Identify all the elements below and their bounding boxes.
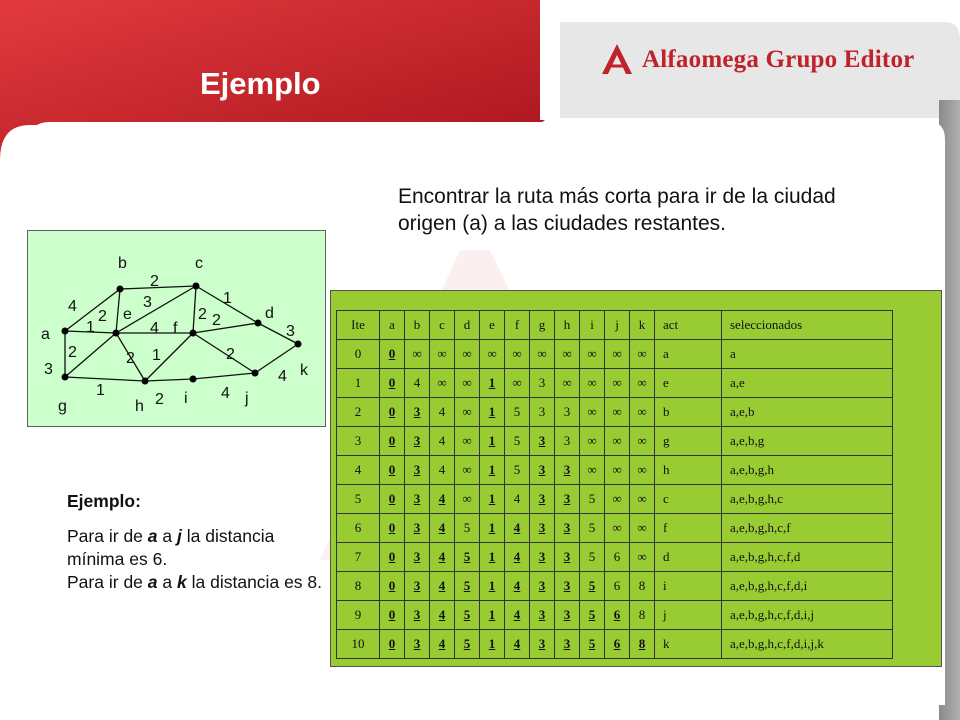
table-cell: 3 [555,543,580,572]
table-cell: 4 [505,514,530,543]
table-cell: 1 [480,572,505,601]
table-cell: d [655,543,722,572]
table-row [337,340,893,369]
table-cell: f [655,514,722,543]
node-label-i: i [184,390,188,407]
table-row [337,456,893,485]
table-row [337,601,893,630]
graph-node-b [117,286,124,293]
table-header-cell: f [505,311,530,340]
table-cell: ∞ [505,369,530,398]
table-cell: 4 [505,485,530,514]
table-cell: 4 [430,630,455,659]
table-cell: ∞ [630,369,655,398]
table-cell: 5 [337,485,380,514]
table-header-cell: c [430,311,455,340]
table-cell: 1 [480,369,505,398]
table-cell: a,e,b,g [722,427,893,456]
table-cell: ∞ [580,427,605,456]
table-cell: 3 [405,514,430,543]
edge-weight: 3 [286,323,295,340]
table-cell: a [722,340,893,369]
table-cell: ∞ [630,514,655,543]
table-cell: 6 [605,601,630,630]
table-cell: 3 [530,485,555,514]
table-header-cell: Ite [337,311,380,340]
table-cell: 5 [580,601,605,630]
table-cell: a [655,340,722,369]
table-cell: ∞ [580,340,605,369]
table-cell: 3 [555,572,580,601]
table-cell: 4 [505,601,530,630]
table-header-row [337,311,893,340]
table-cell: ∞ [580,369,605,398]
table-cell: 9 [337,601,380,630]
table-cell: 3 [555,601,580,630]
table-cell: 5 [455,601,480,630]
table-cell: 0 [380,456,405,485]
table-cell: ∞ [455,456,480,485]
page-title: Ejemplo [200,66,321,101]
table-cell: 5 [580,514,605,543]
graph-node-k [295,341,302,348]
table-cell: 3 [555,456,580,485]
table-cell: 0 [380,340,405,369]
table-cell: 4 [505,572,530,601]
table-cell: 8 [630,572,655,601]
table-header-cell: g [530,311,555,340]
table-cell: 3 [530,543,555,572]
table-header-cell: a [380,311,405,340]
table-cell: g [655,427,722,456]
table-cell: ∞ [630,340,655,369]
table-cell: 4 [405,369,430,398]
example-text-2: Para ir de a a k la distancia es 8. [67,572,323,592]
edge-weight: 4 [221,385,230,402]
edge-weight: 2 [212,312,221,329]
table-cell: 5 [580,543,605,572]
table-cell: 4 [505,630,530,659]
graph-node-j [252,370,259,377]
node-label-h: h [135,398,144,415]
graph-svg [28,231,325,426]
table-cell: ∞ [580,398,605,427]
graph-edge-i-j [193,373,255,379]
node-label-k: k [300,362,308,379]
table-cell: 1 [480,601,505,630]
table-cell: ∞ [505,340,530,369]
table-row [337,369,893,398]
edge-weight: 4 [68,298,77,315]
table-cell: ∞ [630,427,655,456]
edge-weight: 2 [126,350,135,367]
table-cell: a,e [722,369,893,398]
table-cell: 3 [405,572,430,601]
table-cell: ∞ [605,398,630,427]
table-cell: e [655,369,722,398]
table-cell: ∞ [455,398,480,427]
table-row [337,514,893,543]
graph-node-f [190,330,197,337]
table-cell: 8 [337,572,380,601]
table-cell: 4 [430,456,455,485]
table-cell: 1 [337,369,380,398]
table-cell: ∞ [555,340,580,369]
table-cell: 3 [555,514,580,543]
edge-weight: 2 [155,391,164,408]
table-cell: 5 [580,572,605,601]
table-cell: k [655,630,722,659]
table-cell: 5 [580,630,605,659]
table-cell: 5 [455,572,480,601]
table-cell: ∞ [455,485,480,514]
table-cell: ∞ [605,485,630,514]
node-label-f: f [173,320,178,337]
table-cell: 1 [480,456,505,485]
graph-node-a [62,328,69,335]
table-cell: 5 [505,456,530,485]
edge-weight: 2 [198,306,207,323]
edge-weight: 1 [96,382,105,399]
table-cell: 4 [430,427,455,456]
table-cell: a,e,b,g,h,c,f [722,514,893,543]
table-cell: h [655,456,722,485]
table-cell: 4 [430,601,455,630]
table-cell: 1 [480,543,505,572]
edge-weight: 2 [68,344,77,361]
iteration-table-panel [330,290,942,667]
iteration-table [336,310,893,659]
table-cell: 5 [455,630,480,659]
table-cell: 3 [555,398,580,427]
table-cell: 0 [380,543,405,572]
edge-weight: 4 [150,320,159,337]
table-cell: ∞ [630,485,655,514]
table-cell: 3 [405,543,430,572]
table-cell: 3 [405,456,430,485]
table-cell: 4 [430,398,455,427]
table-cell: a,e,b,g,h,c,f,d,i,j,k [722,630,893,659]
table-cell: ∞ [605,456,630,485]
graph-node-h [142,378,149,385]
table-cell: i [655,572,722,601]
table-cell: 4 [430,514,455,543]
table-cell: c [655,485,722,514]
graph-node-d [255,320,262,327]
table-cell: 2 [337,398,380,427]
edge-weight: 2 [226,346,235,363]
table-cell: a,e,b,g,h,c,f,d,i,j [722,601,893,630]
graph-diagram [27,230,326,427]
table-cell: a,e,b,g,h [722,456,893,485]
edge-weight: 2 [150,273,159,290]
table-cell: 3 [405,601,430,630]
table-cell: ∞ [455,427,480,456]
graph-edge-j-k [255,344,298,373]
table-cell: 4 [337,456,380,485]
table-header-cell: d [455,311,480,340]
table-cell: 1 [480,485,505,514]
table-header-cell: h [555,311,580,340]
table-cell: ∞ [480,340,505,369]
table-cell: ∞ [630,398,655,427]
table-cell: ∞ [630,543,655,572]
table-cell: 7 [337,543,380,572]
graph-edge-c-f [193,286,196,333]
table-cell: 3 [530,369,555,398]
table-cell: 0 [380,398,405,427]
node-label-b: b [118,255,127,272]
table-header-cell: e [480,311,505,340]
example-text-1: Para ir de a a j la distancia mínima es 6. [67,526,275,569]
table-cell: 10 [337,630,380,659]
table-cell: 6 [605,543,630,572]
node-label-e: e [123,306,132,323]
table-cell: 8 [630,601,655,630]
edge-weight: 4 [278,368,287,385]
table-cell: a,e,b [722,398,893,427]
table-cell: 0 [380,572,405,601]
table-row [337,398,893,427]
example-box [67,490,327,594]
table-cell: 1 [480,630,505,659]
table-cell: ∞ [430,369,455,398]
edge-weight: 3 [143,294,152,311]
example-title: Ejemplo: [67,491,141,511]
table-cell: ∞ [605,369,630,398]
table-cell: 4 [430,485,455,514]
table-cell: a,e,b,g,h,c,f,d,i [722,572,893,601]
table-row [337,572,893,601]
table-cell: ∞ [405,340,430,369]
graph-edge-g-h [65,377,145,381]
table-cell: 3 [530,398,555,427]
node-label-j: j [245,390,249,407]
table-cell: ∞ [555,369,580,398]
table-cell: 0 [380,514,405,543]
brand-name: Alfaomega Grupo Editor [642,46,915,73]
table-header-cell: act [655,311,722,340]
table-row [337,630,893,659]
table-cell: 5 [580,485,605,514]
table-cell: 4 [430,543,455,572]
graph-edge-f-d [193,323,258,333]
graph-node-g [62,374,69,381]
node-label-c: c [195,255,203,272]
table-cell: 3 [530,572,555,601]
table-cell: 5 [505,427,530,456]
table-header-cell: i [580,311,605,340]
table-header-cell: k [630,311,655,340]
table-cell: j [655,601,722,630]
table-cell: 4 [505,543,530,572]
table-cell: 3 [555,485,580,514]
graph-edge-h-i [145,379,193,381]
graph-node-c [193,283,200,290]
table-cell: ∞ [605,427,630,456]
table-cell: 6 [605,630,630,659]
table-row [337,485,893,514]
table-cell: 5 [455,514,480,543]
brand-logo [600,38,914,82]
table-cell: 0 [380,630,405,659]
node-label-d: d [265,305,274,322]
table-cell: 0 [337,340,380,369]
table-row [337,543,893,572]
table-header-cell: seleccionados [722,311,893,340]
table-cell: 4 [430,572,455,601]
node-label-a: a [41,326,50,343]
table-cell: 3 [530,427,555,456]
alfaomega-logo-icon [600,42,634,78]
table-cell: 6 [605,572,630,601]
table-cell: 1 [480,514,505,543]
table-cell: 3 [405,427,430,456]
edge-weight: 2 [98,308,107,325]
table-cell: ∞ [455,340,480,369]
table-cell: ∞ [580,456,605,485]
table-cell: ∞ [455,369,480,398]
node-label-g: g [58,398,67,415]
table-cell: 3 [405,398,430,427]
table-cell: 5 [455,543,480,572]
table-cell: a,e,b,g,h,c [722,485,893,514]
table-row [337,427,893,456]
edge-weight: 1 [223,290,232,307]
table-cell: 1 [480,427,505,456]
table-header-cell: j [605,311,630,340]
table-cell: 3 [555,427,580,456]
graph-node-i [190,376,197,383]
graph-edge-f-j [193,333,255,373]
table-cell: b [655,398,722,427]
table-cell: 1 [480,398,505,427]
table-cell: 6 [337,514,380,543]
table-cell: 0 [380,369,405,398]
intro-text: Encontrar la ruta más corta para ir de la ciudad origen (a) a las ciudades restantes. [398,185,836,235]
table-cell: 3 [337,427,380,456]
table-cell: 3 [530,514,555,543]
edge-weight: 1 [86,319,95,336]
table-cell: 8 [630,630,655,659]
table-cell: 0 [380,601,405,630]
table-cell: 5 [505,398,530,427]
edge-weight: 1 [152,347,161,364]
table-cell: ∞ [630,456,655,485]
table-cell: ∞ [605,340,630,369]
table-cell: ∞ [530,340,555,369]
table-cell: 3 [405,485,430,514]
table-cell: ∞ [605,514,630,543]
table-cell: 3 [530,630,555,659]
table-cell: 3 [555,630,580,659]
table-cell: a,e,b,g,h,c,f,d [722,543,893,572]
edge-weight: 3 [44,361,53,378]
graph-node-e [113,330,120,337]
table-cell: 3 [530,601,555,630]
table-cell: 3 [405,630,430,659]
graph-edge-b-e [116,289,120,333]
table-header-cell: b [405,311,430,340]
table-cell: ∞ [430,340,455,369]
table-cell: 3 [530,456,555,485]
table-cell: 0 [380,427,405,456]
table-cell: 0 [380,485,405,514]
